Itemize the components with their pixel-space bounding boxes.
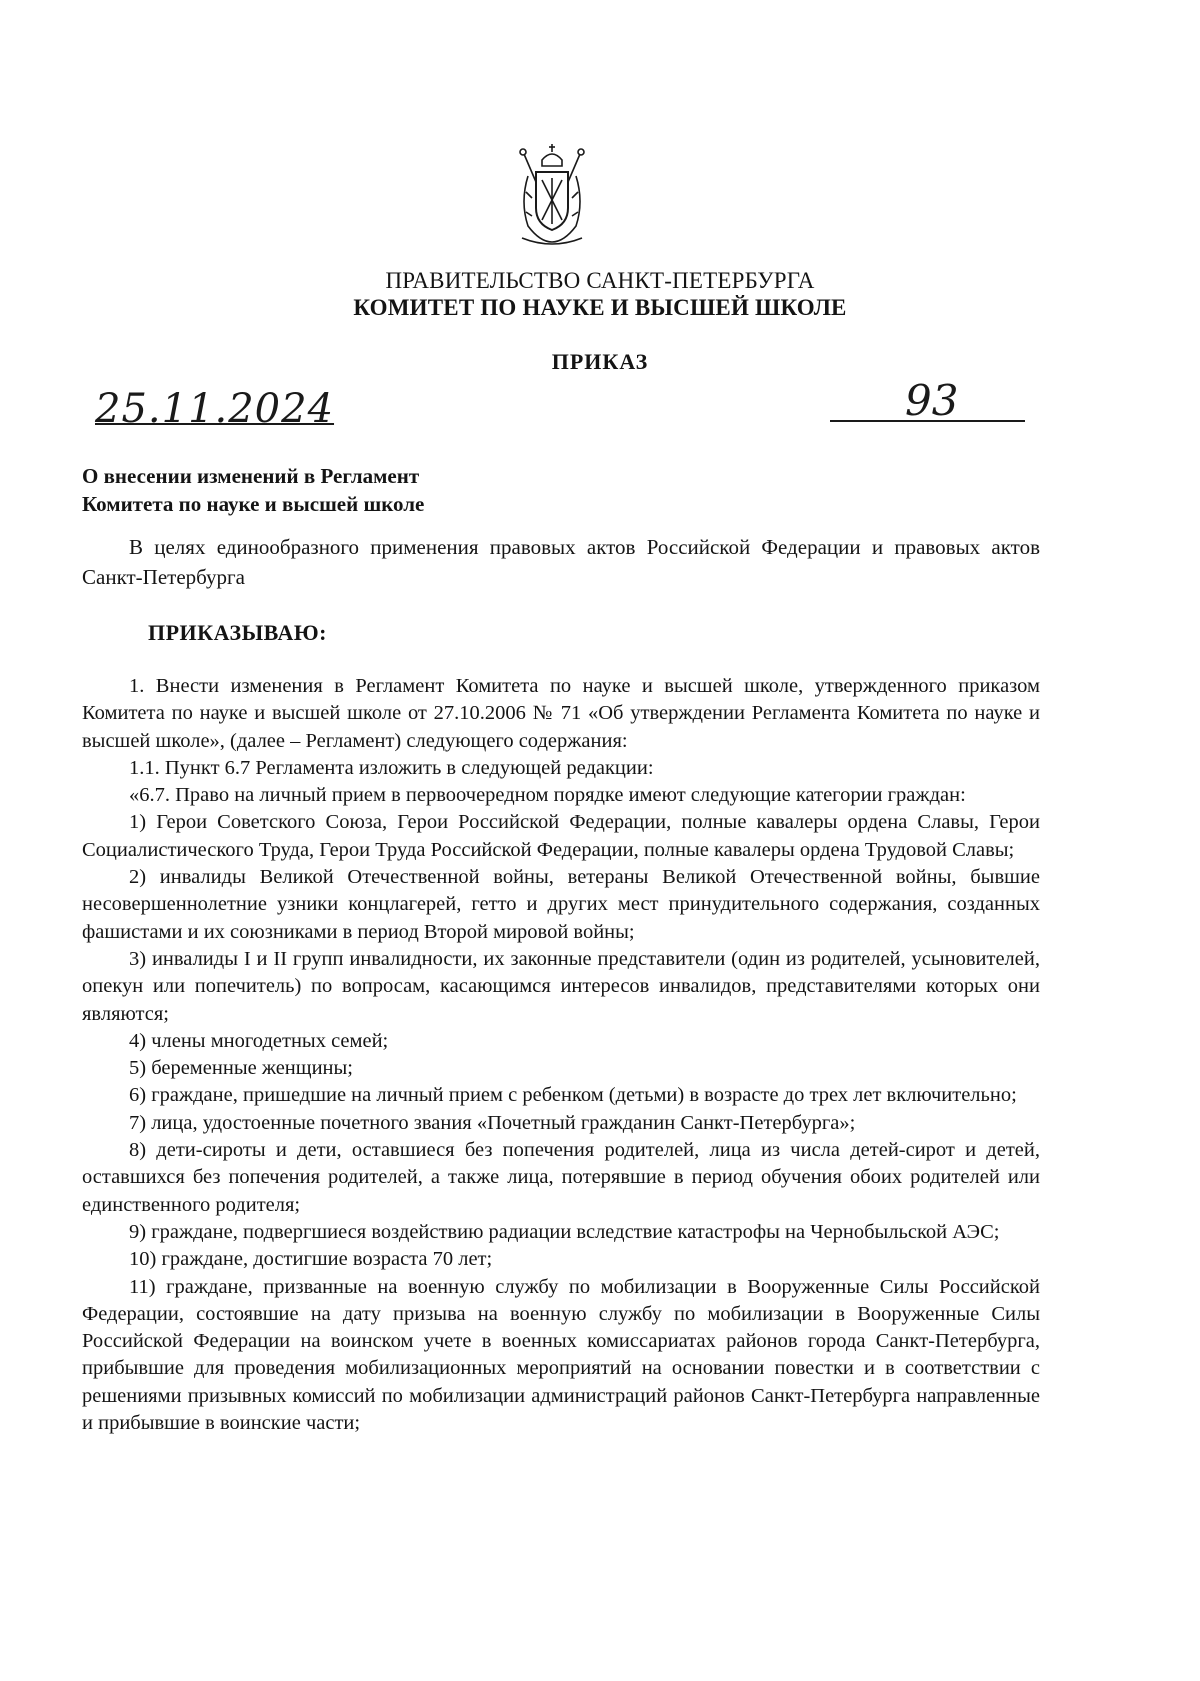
paragraph-1-1: 1.1. Пункт 6.7 Регламента изложить в следующей редакции: [129,756,654,779]
list-item-1: 1) Герои Советского Союза, Герои Российской Федерации, полные кавалеры ордена Славы, Герои Социалистического Труда, Герои Труда Российской Федерации, полные кавалеры ордена Трудовой Славы; [82,811,1040,861]
list-item-5: 5) беременные женщины; [129,1057,353,1080]
command-heading: ПРИКАЗЫВАЮ: [148,620,327,645]
list-item-4: 4) члены многодетных семей; [129,1029,389,1052]
list-item-9: 9) граждане, подвергшиеся воздействию радиации вследствие катастрофы на Чернобыльской АЭС; [129,1220,1000,1243]
preamble [82,532,1040,592]
list-item-2: 2) инвалиды Великой Отечественной войны, ветераны Великой Отечественной войны, бывшие несовершеннолетние узники концлагерей, гетто и других мест принудительного содержания, созданных фашистами и их союзниками в период Второй мировой войны; [82,866,1040,943]
list-item-6: 6) граждане, пришедшие на личный прием с ребенком (детьми) в возрасте до трех лет включительно; [129,1084,1017,1107]
list-item-7: 7) лица, удостоенные почетного звания «Почетный гражданин Санкт-Петербурга»; [129,1111,856,1134]
order-subject [82,462,424,518]
document-type: ПРИКАЗ [551,349,649,374]
coat-of-arms-emblem [506,142,598,250]
order-date: 25.11.2024 [95,386,335,432]
list-item-11: 11) граждане, призванные на военную службу по мобилизации в Вооруженные Силы Российской Федерации, состоявшие на дату призыва на военную службу по мобилизации в Вооруженные Силы Российской Федерации на воинском учете в военных комиссариатах районов города Санкт-Петербурга, прибывшие для проведения мобилизационных мероприятий на основании повестки и в соответствии с решениями призывных комиссий по мобилизации администраций районов Санкт-Петербурга направленные и прибывшие в воинские части; [82,1275,1040,1435]
list-item-3: 3) инвалиды I и II групп инвалидности, их законные представители (один из родителей, усыновителей, опекун или попечитель) по вопросам, касающимся интересов инвалидов, представителями которых они являются; [82,947,1040,1025]
committee-title: КОМИТЕТ ПО НАУКЕ И ВЫСШЕЙ ШКОЛЕ [353,295,847,320]
order-number: 93 [905,376,959,425]
list-item-8: 8) дети-сироты и дети, оставшиеся без попечения родителей, лица из числа детей-сирот и детей, оставшихся без попечения родителей, а также лица, потерявшие в период обучения обоих родителей или единственного родителя; [82,1139,1040,1216]
subject-line-1: О внесении изменений в Регламент [82,464,420,488]
list-item-10: 10) граждане, достигшие возраста 70 лет; [129,1248,493,1271]
subject-line-2: Комитета по науке и высшей школе [82,492,425,516]
government-title: ПРАВИТЕЛЬСТВО САНКТ-ПЕТЕРБУРГА [385,268,815,293]
paragraph-6-7: «6.7. Право на личный прием в первоочередном порядке имеют следующие категории граждан: [129,784,966,807]
paragraph-1: 1. Внести изменения в Регламент Комитета по науке и высшей школе, утвержденного приказом Комитета по науке и высшей школе от 27.10.2006 № 71 «Об утверждении Регламента Комитета по науке и высшей школе», (далее – Регламент) следующего содержания: [82,675,1040,752]
preamble-text: В целях единообразного применения правовых актов Российской Федерации и правовых актов Санкт-Петербурга [82,535,1040,589]
order-body [82,673,1040,1437]
